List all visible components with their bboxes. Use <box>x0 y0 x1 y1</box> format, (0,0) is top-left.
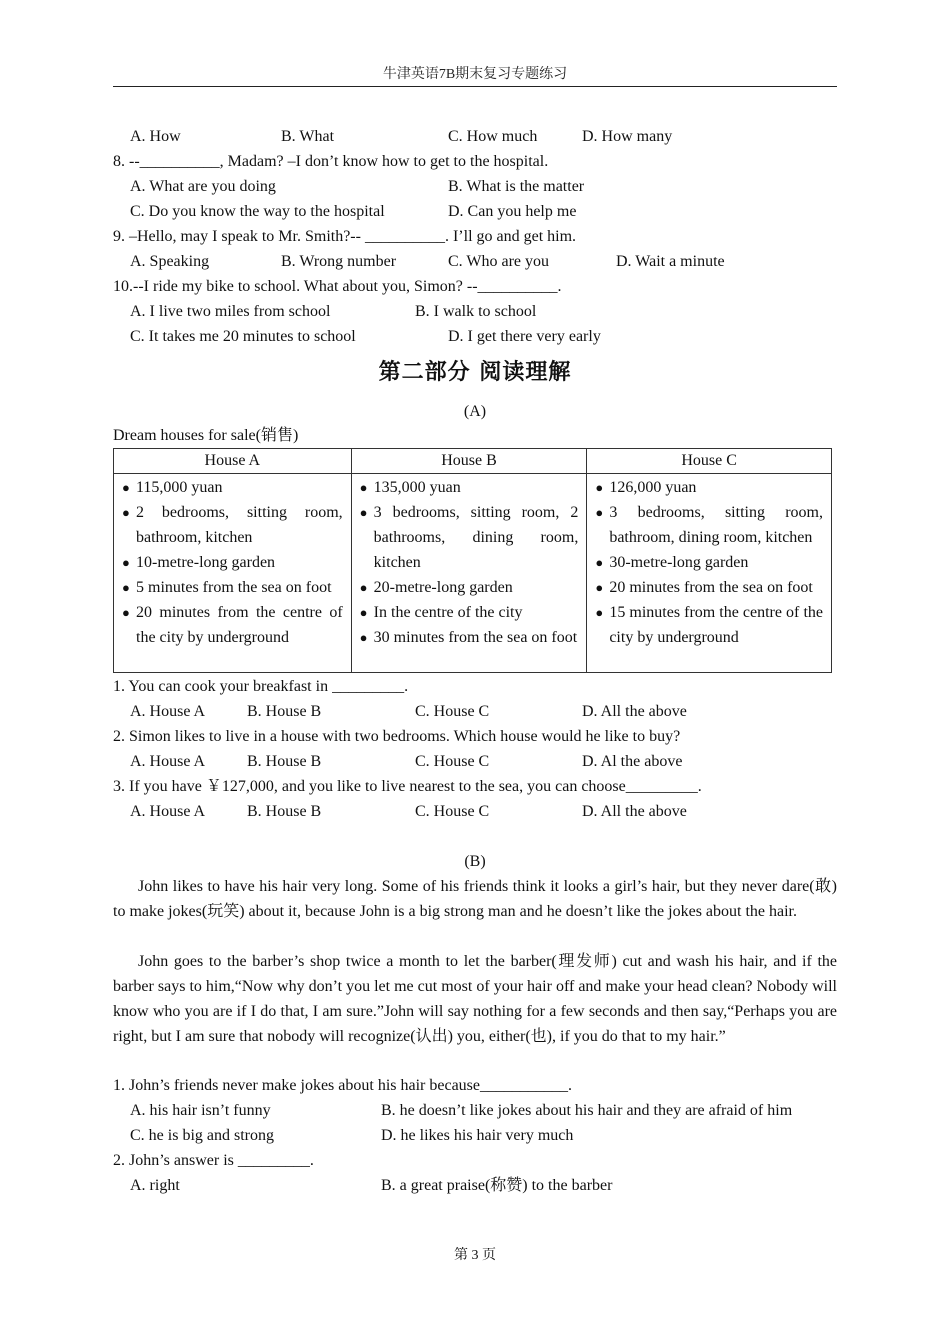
a-q1-option-d: D. All the above <box>582 703 687 720</box>
q7-option-d: D. How many <box>582 128 673 145</box>
a-q1-option-c: C. House C <box>415 703 490 720</box>
house-c-features <box>587 474 832 673</box>
q8-option-a: A. What are you doing <box>130 178 276 195</box>
q7-option-c: C. How much <box>448 128 538 145</box>
q8-stem: 8. --__________, Madam? –I don’t know how to get to the hospital. <box>113 153 549 170</box>
house-b-header: House B <box>351 449 587 474</box>
b-q2-option-b: B. a great praise(称赞) to the barber <box>381 1177 613 1194</box>
a-q2-option-c: C. House C <box>415 753 490 770</box>
house-c-price: ● 126,000 yuan <box>595 475 823 500</box>
b-q1-option-b: B. he doesn’t like jokes about his hair and they are afraid of him <box>381 1102 793 1119</box>
house-a-header: House A <box>114 449 352 474</box>
house-a-sea: ● 5 minutes from the sea on foot <box>122 575 343 600</box>
q9-option-c: C. Who are you <box>448 253 550 270</box>
q8-option-d: D. Can you help me <box>448 203 577 220</box>
house-c-rooms: ● 3 bedrooms, sitting room, bathroom, dining room, kitchen <box>595 500 823 550</box>
house-a-centre: ● 20 minutes from the centre of the city by underground <box>122 600 343 650</box>
a-q3-option-d: D. All the above <box>582 803 687 820</box>
passage-b-paragraph-2: John goes to the barber’s shop twice a month to let the barber(理发师) cut and wash his hair, and if the barber says to him,“Now why don’t you let me cut most of your hair off and make your head clean? Nobody will know who you are if I do that, I am sure.”John will say nothing for a few seconds and then say,“Perhaps you are right, but I am sure that nobody will recognize(认出) you, either(也), if you do that to my hair.” <box>113 953 837 1045</box>
q10-option-d: D. I get there very early <box>448 328 601 345</box>
house-a-price: ● 115,000 yuan <box>122 475 343 500</box>
q10-option-c: C. It takes me 20 minutes to school <box>130 328 356 345</box>
q7-option-a: A. How <box>130 128 181 145</box>
q9-option-a: A. Speaking <box>130 253 210 270</box>
table-header-row <box>114 449 832 474</box>
q8-option-c: C. Do you know the way to the hospital <box>130 203 385 220</box>
page-number: 第 3 页 <box>454 1248 496 1263</box>
q8-option-b: B. What is the matter <box>448 178 585 195</box>
a-q2-option-a: A. House A <box>130 753 206 770</box>
house-a-features <box>114 474 352 673</box>
b-q1-stem: 1. John’s friends never make jokes about his hair because___________. <box>113 1077 573 1094</box>
section-title: 第二部分 阅读理解 <box>378 360 572 385</box>
a-q3-option-b: B. House B <box>247 803 322 820</box>
a-q1-option-a: A. House A <box>130 703 206 720</box>
house-c-header: House C <box>587 449 832 474</box>
house-b-price: ● 135,000 yuan <box>360 475 579 500</box>
b-q2-option-a: A. right <box>130 1177 180 1194</box>
q9-option-d: D. Wait a minute <box>616 253 725 270</box>
passage-a-label: (A) <box>463 403 487 420</box>
passage-a-intro: Dream houses for sale(销售) <box>113 427 299 444</box>
houses-table <box>113 448 832 673</box>
a-q3-option-a: A. House A <box>130 803 206 820</box>
house-b-rooms: ● 3 bedrooms, sitting room, 2 bathrooms, dining room, kitchen <box>360 500 579 575</box>
house-a-garden: ● 10-metre-long garden <box>122 550 343 575</box>
house-c-garden: ● 30-metre-long garden <box>595 550 823 575</box>
b-q1-option-a: A. his hair isn’t funny <box>130 1102 271 1119</box>
a-q2-option-d: D. Al the above <box>582 753 683 770</box>
a-q1-option-b: B. House B <box>247 703 322 720</box>
house-a-rooms: ● 2 bedrooms, sitting room, bathroom, kitchen <box>122 500 343 550</box>
a-q3-option-c: C. House C <box>415 803 490 820</box>
q10-option-b: B. I walk to school <box>415 303 537 320</box>
b-q1-option-d: D. he likes his hair very much <box>381 1127 574 1144</box>
house-b-garden: ● 20-metre-long garden <box>360 575 579 600</box>
house-c-sea: ● 20 minutes from the sea on foot <box>595 575 823 600</box>
a-q3-stem: 3. If you have ￥127,000, and you like to live nearest to the sea, you can choose_________. <box>113 778 702 795</box>
house-c-centre: ● 15 minutes from the centre of the city by underground <box>595 600 823 650</box>
table-row <box>114 474 832 673</box>
a-q2-stem: 2. Simon likes to live in a house with two bedrooms. Which house would he like to buy? <box>113 728 681 745</box>
page-header: 牛津英语7B期末复习专题练习 <box>113 64 837 87</box>
b-q2-stem: 2. John’s answer is _________. <box>113 1152 314 1169</box>
q9-option-b: B. Wrong number <box>281 253 397 270</box>
q9-stem: 9. –Hello, may I speak to Mr. Smith?-- __________. I’ll go and get him. <box>113 228 577 245</box>
q10-option-a: A. I live two miles from school <box>130 303 331 320</box>
b-q1-option-c: C. he is big and strong <box>130 1127 274 1144</box>
passage-b-label: (B) <box>464 853 486 870</box>
q7-option-b: B. What <box>281 128 335 145</box>
a-q1-stem: 1. You can cook your breakfast in _________. <box>113 678 409 695</box>
q10-stem: 10.--I ride my bike to school. What about you, Simon? --__________. <box>113 278 562 295</box>
house-b-features <box>351 474 587 673</box>
a-q2-option-b: B. House B <box>247 753 322 770</box>
house-b-centre: ● In the centre of the city <box>360 600 579 625</box>
passage-b-paragraph-1: John likes to have his hair very long. Some of his friends think it looks a girl’s hair, but they never dare(敢) to make jokes(玩笑) about it, because John is a big strong man and he doesn’t like the jokes about the hair. <box>113 878 837 920</box>
house-b-sea: ● 30 minutes from the sea on foot <box>360 625 579 650</box>
